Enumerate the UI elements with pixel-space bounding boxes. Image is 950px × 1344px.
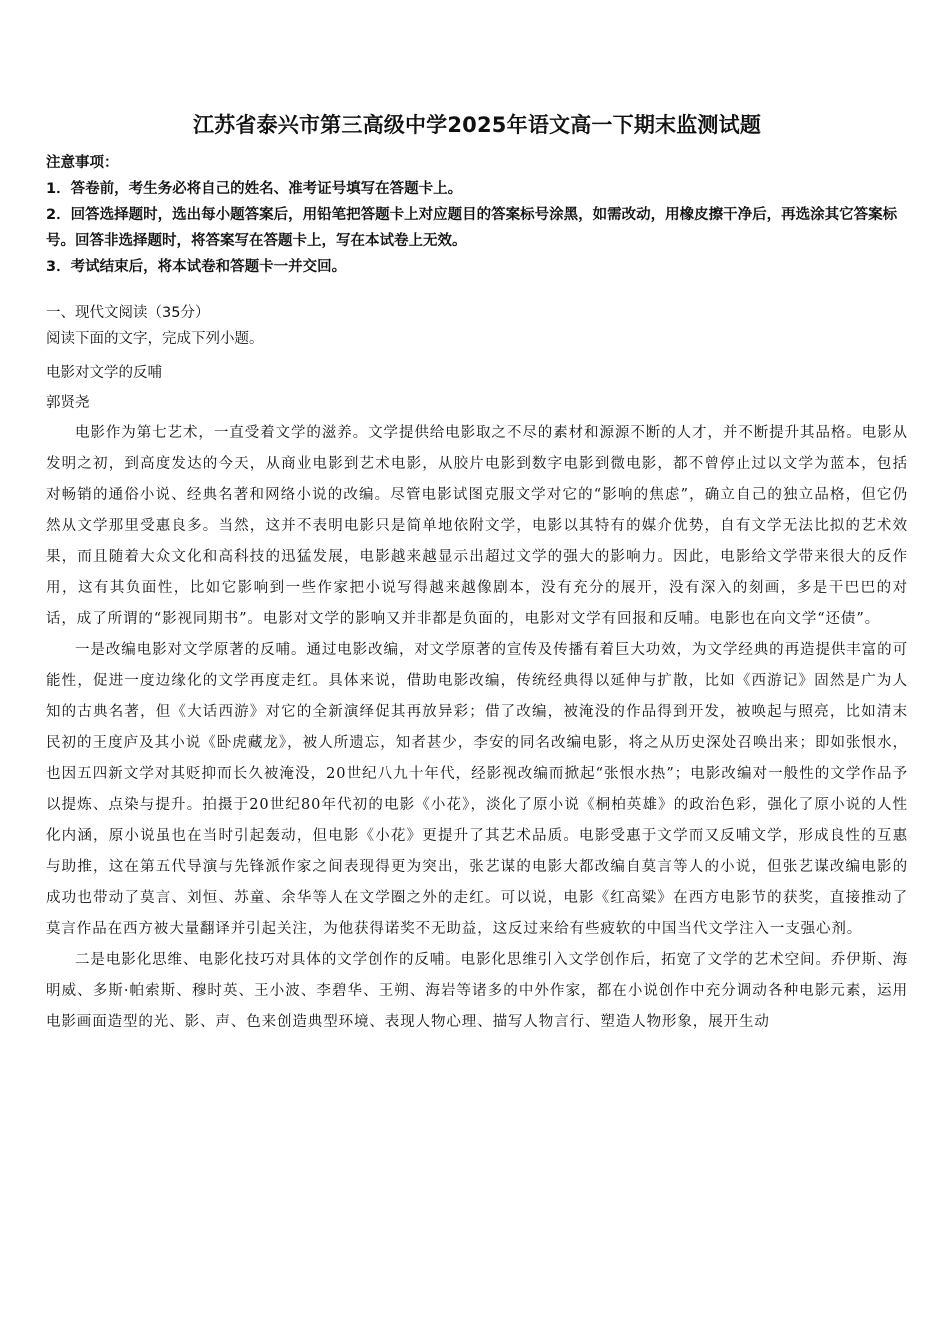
notice-item-3: 3．考试结束后，将本试卷和答题卡一并交回。 (46, 259, 347, 275)
notice-block (46, 150, 908, 280)
notice-item-2: 2．回答选择题时，选出每小题答案后，用铅笔把答题卡上对应题目的答案标号涂黑，如需改动，用橡皮擦干净后，再选涂其它答案标号。回答非选择题时，将答案写在答题卡上，写在本试卷上无效。 (46, 207, 898, 249)
article-paragraph-1: 电影作为第七艺术，一直受着文学的滋养。文学提供给电影取之不尽的素材和源源不断的人才，并不断提升其品格。电影从发明之初，到高度发达的今天，从商业电影到艺术电影，从胶片电影到数字电影到微电影，都不曾停止过以文学为蓝本，包括对畅销的通俗小说、经典名著和网络小说的改编。尽管电影试图克服文学对它的“影响的焦虑”，确立自己的独立品格，但它仍然从文学那里受惠良多。当然，这并不表明电影只是简单地依附文学，电影以其特有的媒介优势，自有文学无法比拟的艺术效果，而且随着大众文化和高科技的迅猛发展，电影越来越显示出超过文学的强大的影响力。因此，电影给文学带来很大的反作用，这有其负面性，比如它影响到一些作家把小说写得越来越像剧本，没有充分的展开，没有深入的刻画，多是干巴巴的对话，成了所谓的“影视同期书”。电影对文学的影响又并非都是负面的，电影对文学有回报和反哺。电影也在向文学“还债”。 (46, 425, 908, 627)
notice-heading: 注意事项： (46, 155, 119, 171)
article-author: 郭贤尧 (46, 395, 90, 411)
notice-item-1: 1．答卷前，考生务必将自己的姓名、准考证号填写在答题卡上。 (46, 181, 463, 197)
article-paragraph-2: 一是改编电影对文学原著的反哺。通过电影改编，对文学原著的宣传及传播有着巨大功效，为文学经典的再造提供丰富的可能性，促进一度边缘化的文学再度走红。具体来说，借助电影改编，传统经典得以延伸与扩散，比如《西游记》固然是广为人知的古典名著，但《大话西游》对它的全新演绎促其再放异彩；借了改编，被淹没的作品得到开发，被唤起与照亮，比如清末民初的王度庐及其小说《卧虎藏龙》，被人所遗忘，知者甚少，李安的同名改编电影，将之从历史深处召唤出来；即如张恨水，也因五四新文学对其贬抑而长久被淹没，20世纪八九十年代，经影视改编而掀起“张恨水热”；电影改编对一般性的文学作品予以提炼、点染与提升。拍摄于20世纪80年代初的电影《小花》，淡化了原小说《桐柏英雄》的政治色彩，强化了原小说的人性化内涵，原小说虽也在当时引起轰动，但电影《小花》更提升了其艺术品质。电影受惠于文学而又反哺文学，形成良性的互惠与助推，这在第五代导演与先锋派作家之间表现得更为突出，张艺谋的电影大都改编自莫言等人的小说，但张艺谋改编电影的成功也带动了莫言、刘恒、苏童、余华等人在文学圈之外的走红。可以说，电影《红高粱》在西方电影节的获奖，直接推动了莫言作品在西方被大量翻译并引起关注，为他获得诺奖不无助益，这反过来给有些疲软的中国当代文学注入一支强心剂。 (46, 642, 908, 937)
article-title: 电影对文学的反哺 (46, 365, 162, 381)
section-instruction: 阅读下面的文字，完成下列小题。 (46, 331, 264, 347)
exam-page (46, 110, 908, 1038)
article-paragraph-3: 二是电影化思维、电影化技巧对具体的文学创作的反哺。电影化思维引入文学创作后，拓宽了文学的艺术空间。乔伊斯、海明威、多斯·帕索斯、穆时英、王小波、李碧华、王朔、海岩等诸多的中外作家，都在小说创作中充分调动各种电影元素，运用电影画面造型的光、影、声、色来创造典型环境、表现人物心理、描写人物言行、塑造人物形象，展开生动 (46, 952, 908, 1030)
section-heading: 一、现代文阅读（35分） (46, 305, 210, 321)
exam-title: 江苏省泰兴市第三高级中学2025年语文高一下期末监测试题 (192, 113, 762, 137)
